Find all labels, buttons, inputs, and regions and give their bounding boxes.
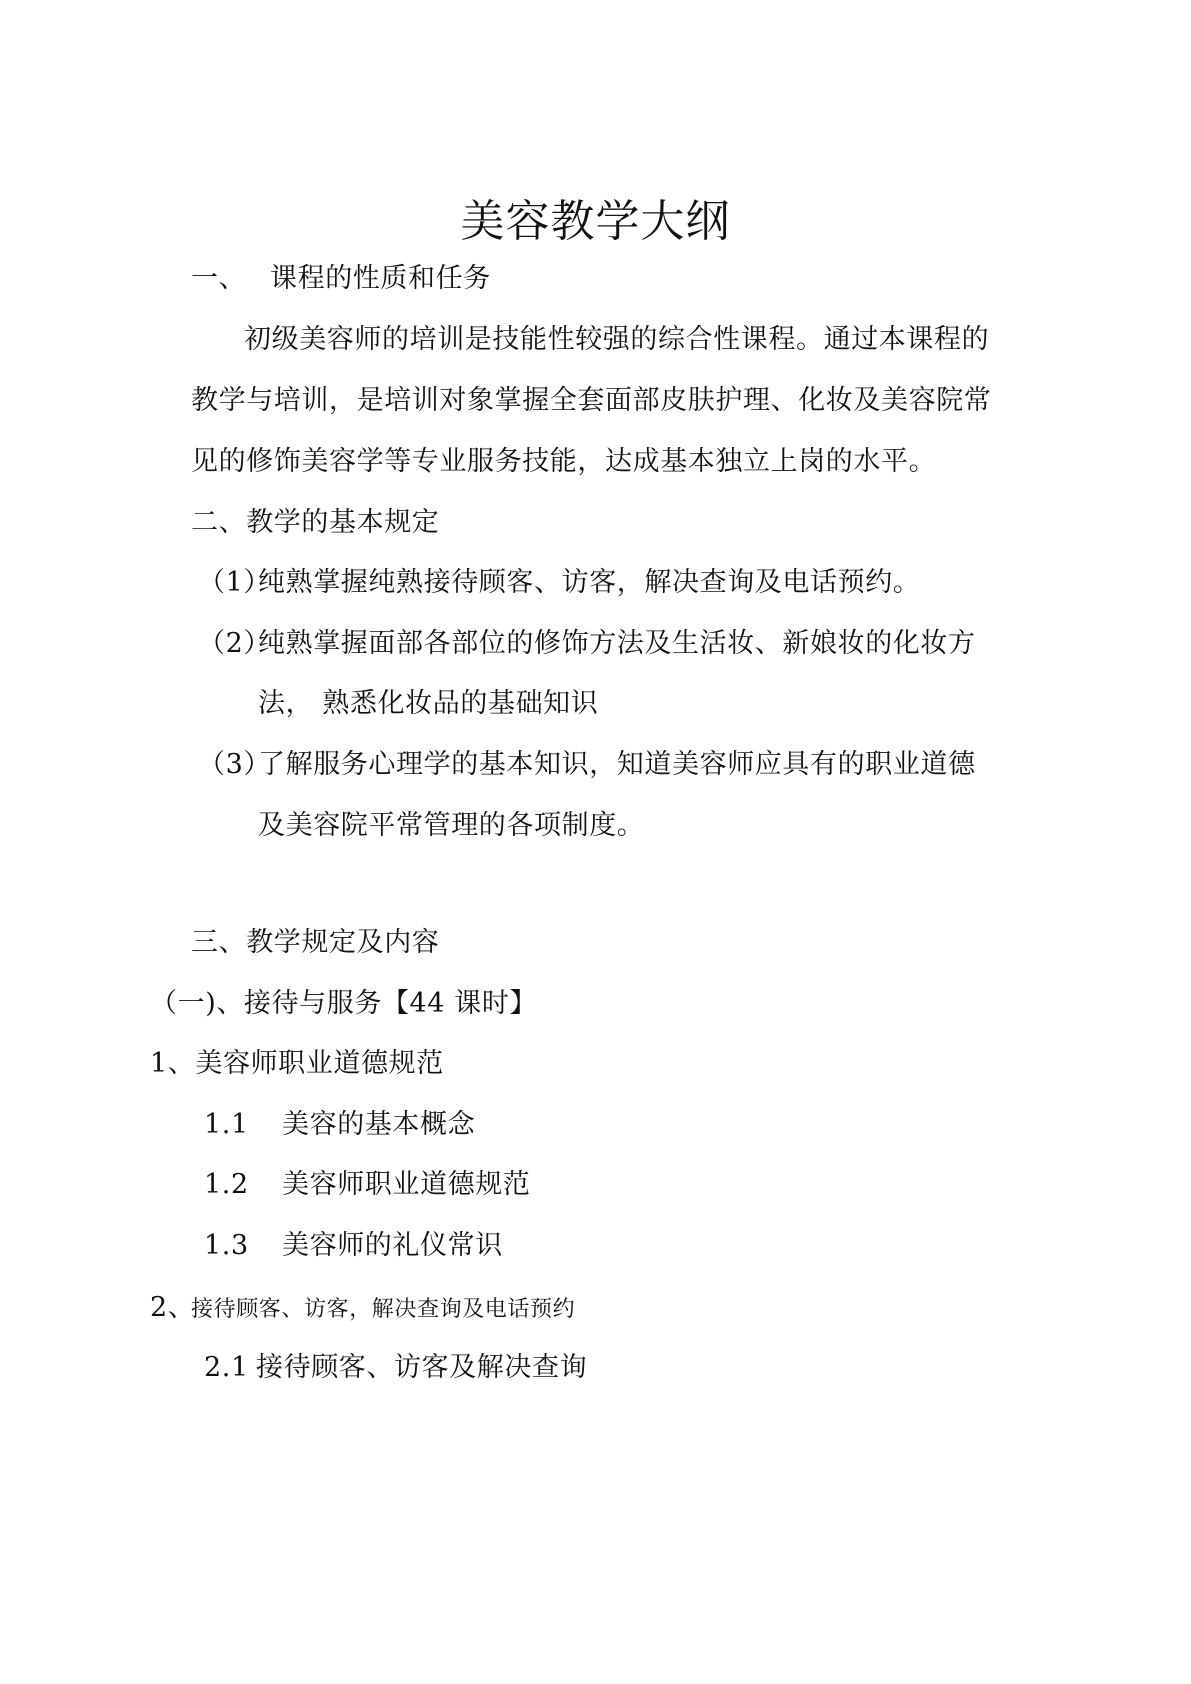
document-title: 美容教学大纲 bbox=[460, 196, 731, 247]
topic2-heading: 接待顾客、访客，解决查询及电话预约 bbox=[191, 1297, 576, 1322]
topic1-sub-text: 美容的基本概念 bbox=[282, 1109, 476, 1140]
topic1-sub-text: 美容师职业道德规范 bbox=[282, 1169, 531, 1200]
section1-paragraph-line: 初级美容师的培训是技能性较强的综合性课程。通过本课程的 bbox=[244, 324, 990, 355]
section2-item-line: 及美容院平常管理的各项制度。 bbox=[258, 810, 645, 841]
section2-item-number: （2） bbox=[198, 628, 271, 659]
section1-number: 一、 bbox=[191, 263, 247, 294]
section2-item-number: （3） bbox=[198, 749, 271, 780]
section2-item-line: 法， 熟悉化妆品的基础知识 bbox=[258, 688, 599, 719]
topic1-heading: 1、美容师职业道德规范 bbox=[150, 1048, 444, 1079]
section2-item-number: （1） bbox=[198, 567, 271, 598]
topic2-sub-number: 2.1 bbox=[204, 1352, 249, 1383]
topic2-sub-text: 接待顾客、访客及解决查询 bbox=[256, 1352, 588, 1383]
section3-part1-heading: （一)、接待与服务【44 课时】 bbox=[150, 988, 538, 1019]
section2-item-line: 纯熟掌握纯熟接待顾客、访客，解决查询及电话预约。 bbox=[258, 567, 921, 598]
topic1-sub-number: 1.1 bbox=[204, 1109, 249, 1140]
section3-heading: 三、教学规定及内容 bbox=[191, 927, 440, 958]
topic1-sub-number: 1.2 bbox=[204, 1169, 249, 1200]
section2-heading: 二、教学的基本规定 bbox=[191, 507, 440, 538]
section1-paragraph-line: 见的修饰美容学等专业服务技能，达成基本独立上岗的水平。 bbox=[191, 446, 937, 477]
section1-heading: 课程的性质和任务 bbox=[270, 263, 491, 294]
section2-item-line: 纯熟掌握面部各部位的修饰方法及生活妆、新娘妆的化妆方 bbox=[258, 628, 976, 659]
section2-item-line: 了解服务心理学的基本知识，知道美容师应具有的职业道德 bbox=[258, 749, 976, 780]
section1-paragraph-line: 教学与培训，是培训对象掌握全套面部皮肤护理、化妆及美容院常 bbox=[191, 385, 992, 416]
topic1-sub-text: 美容师的礼仪常识 bbox=[282, 1230, 503, 1261]
topic1-sub-number: 1.3 bbox=[204, 1230, 249, 1261]
topic2-number: 2、 bbox=[150, 1292, 196, 1323]
